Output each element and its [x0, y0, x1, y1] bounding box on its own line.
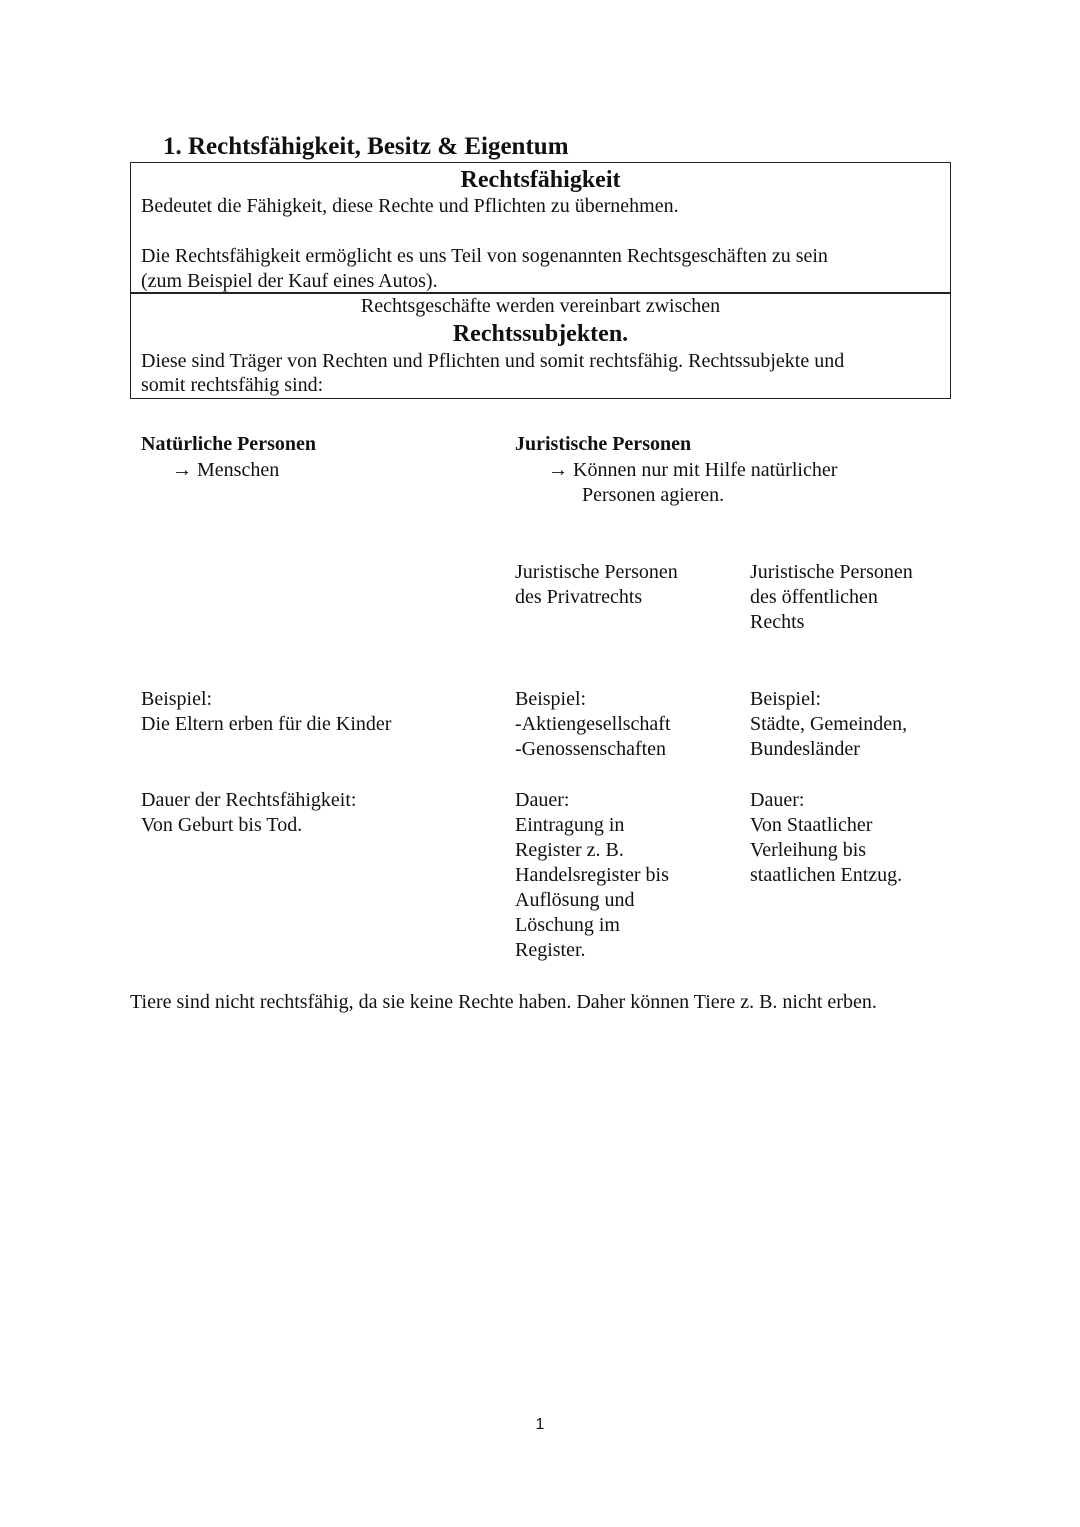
page-number: 1 — [535, 1416, 545, 1433]
public-example-item: Bundesländer — [750, 738, 860, 760]
natural-example-label: Beispiel: — [141, 688, 213, 710]
natural-duration-text: Von Geburt bis Tod. — [141, 814, 303, 836]
public-law-title-line: Juristische Personen — [750, 561, 913, 583]
subjects-box — [130, 292, 951, 399]
private-law-title-line: Juristische Personen — [515, 561, 678, 583]
private-example-item: -Aktiengesellschaft — [515, 713, 671, 735]
juristic-persons-title: Juristische Personen — [515, 433, 692, 455]
private-duration-label: Dauer: — [515, 789, 570, 811]
subjects-title: Rechtssubjekten. — [452, 321, 629, 347]
private-duration-line: Register z. B. — [515, 839, 624, 861]
public-example-label: Beispiel: — [750, 688, 822, 710]
private-duration-line: Eintragung in — [515, 814, 625, 836]
animals-note: Tiere sind nicht rechtsfähig, da sie keine Rechte haben. Daher können Tiere z. B. nicht erben. — [130, 991, 877, 1013]
public-duration-line: staatlichen Entzug. — [750, 864, 903, 886]
public-duration-line: Verleihung bis — [750, 839, 867, 861]
public-duration-label: Dauer: — [750, 789, 805, 811]
private-duration-line: Register. — [515, 939, 586, 961]
subjects-line-1: Diese sind Träger von Rechten und Pflichten und somit rechtsfähig. Rechtssubjekte und — [141, 350, 845, 372]
definition-title: Rechtsfähigkeit — [460, 167, 621, 193]
private-law-duration — [515, 788, 669, 963]
natural-example-text: Die Eltern erben für die Kinder — [141, 713, 392, 735]
public-law-duration — [750, 788, 902, 888]
private-example-item: -Genossenschaften — [515, 738, 667, 760]
juristic-persons-arrow: → Können nur mit Hilfe natürlicher — [548, 459, 838, 481]
private-duration-line: Löschung im — [515, 914, 620, 936]
private-duration-line: Handelsregister bis — [515, 864, 669, 886]
private-example-label: Beispiel: — [515, 688, 587, 710]
definition-line-1: Bedeutet die Fähigkeit, diese Rechte und Pflichten zu übernehmen. — [141, 195, 679, 217]
natural-persons-title: Natürliche Personen — [141, 433, 316, 455]
public-example-item: Städte, Gemeinden, — [750, 713, 908, 735]
subjects-line-2: somit rechtsfähig sind: — [141, 374, 324, 396]
private-law-title-line: des Privatrechts — [515, 586, 643, 608]
private-law-example — [515, 687, 671, 762]
public-law-title-line: des öffentlichen — [750, 586, 878, 608]
private-law-title — [515, 560, 678, 610]
subjects-intro: Rechtsgeschäfte werden vereinbart zwischen — [360, 295, 721, 317]
public-law-title-line: Rechts — [750, 611, 805, 633]
natural-persons-arrow: → Menschen — [172, 459, 280, 481]
definition-line-2: Die Rechtsfähigkeit ermöglicht es uns Teil von sogenannten Rechtsgeschäften zu sein — [141, 245, 828, 267]
public-law-title — [750, 560, 913, 635]
definition-box — [130, 162, 951, 294]
section-heading: 1. Rechtsfähigkeit, Besitz & Eigentum — [163, 133, 569, 160]
definition-line-3: (zum Beispiel der Kauf eines Autos). — [141, 270, 438, 292]
public-law-example — [750, 687, 907, 762]
juristic-persons-arrow-cont: Personen agieren. — [582, 484, 725, 506]
natural-duration-label: Dauer der Rechtsfähigkeit: — [141, 789, 357, 811]
private-duration-line: Auflösung und — [515, 889, 635, 911]
public-duration-line: Von Staatlicher — [750, 814, 873, 836]
